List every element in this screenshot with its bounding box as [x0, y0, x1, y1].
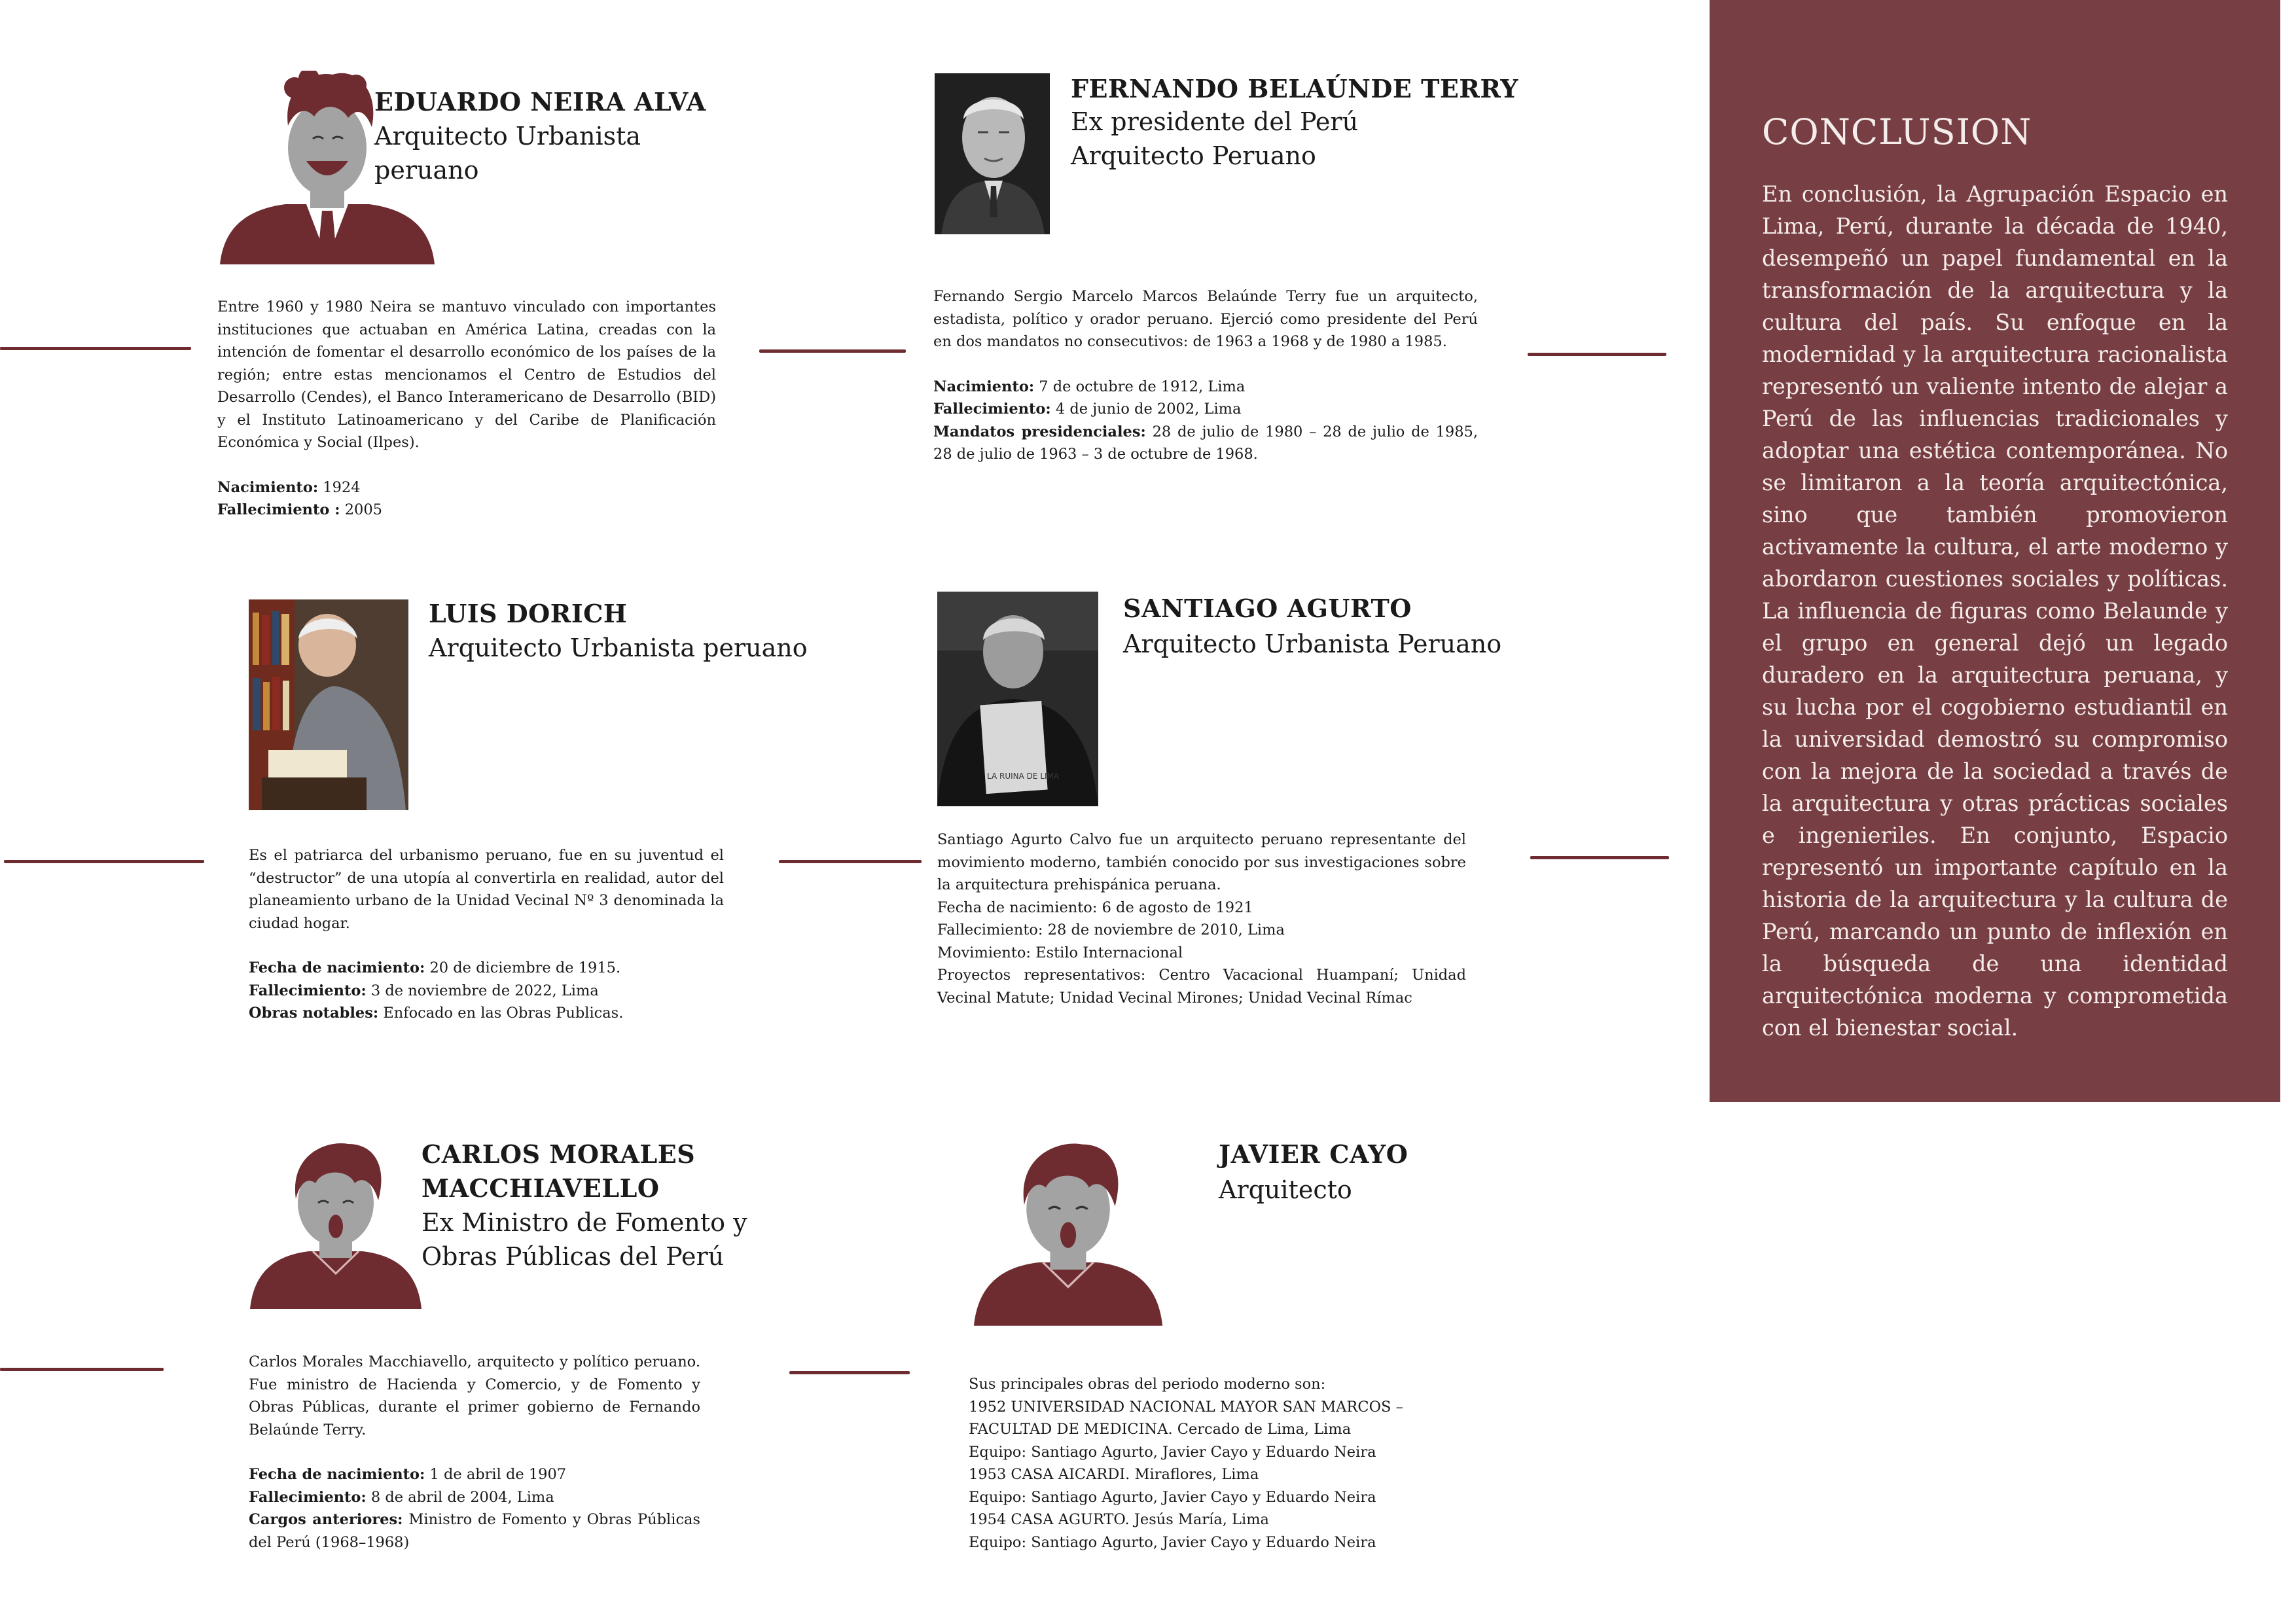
avatar-illustration — [971, 1140, 1165, 1327]
fact-line: Equipo: Santiago Agurto, Javier Cayo y Eduardo Neira — [969, 1533, 1376, 1551]
divider-line — [759, 349, 906, 353]
divider-line — [4, 860, 204, 863]
book-cover-text: LA RUINA DE LIMA — [987, 772, 1060, 781]
bio-paragraph: Fernando Sergio Marcelo Marcos Belaúnde Terry fue un arquitecto, estadista, político y orador peruano. Ejerció como presidente del Perú en dos mandatos no consecutivos: de 1963 a 1968 y de 1980 a 1985. — [933, 288, 1478, 350]
fact-line: Mandatos presidenciales: 28 de julio de 1980 – 28 de julio de 1985, 28 de julio de 1963 – 3 de octubre de 1968. — [933, 423, 1478, 463]
person-role: Ex presidente del Perú — [1071, 107, 1359, 136]
fact-line: Fallecimiento : 2005 — [217, 501, 382, 518]
person-bio — [249, 1351, 700, 1554]
fact-line: Nacimiento: 7 de octubre de 1912, Lima — [933, 378, 1246, 395]
conclusion-title: CONCLUSION — [1762, 111, 2032, 152]
fact-line: Proyectos representativos: Centro Vacacional Huampaní; Unidad Vecinal Matute; Unidad Vecinal Mirones; Unidad Vecinal Rímac — [937, 967, 1466, 1007]
portrait-photo — [935, 73, 1050, 234]
person-name: FERNANDO BELAÚNDE TERRY — [1071, 74, 1518, 103]
fact-line: Fallecimiento: 8 de abril de 2004, Lima — [249, 1488, 554, 1506]
fact-line: Fecha de nacimiento: 1 de abril de 1907 — [249, 1466, 567, 1483]
person-name: JAVIER CAYO — [1219, 1139, 1408, 1169]
person-name: EDUARDO NEIRA ALVA — [374, 87, 706, 116]
person-bio — [249, 844, 724, 1025]
person-bio — [969, 1373, 1420, 1554]
conclusion-text: En conclusión, la Agrupación Espacio en Lima, Perú, durante la década de 1940, desempeñó un papel fundamental en la transformación de la arquitectura y la cultura del país. Su enfoque en la modernidad y la arquitectura racionalista representó un valiente intento de alejar a Perú de las influencias tradicionales y adoptar una estética contemporánea. No se limitaron a la teoría arquitectónica, sino que también promovieron activamente la cultura, el arte moderno y abordaron cuestiones sociales y políticas. La influencia de figuras como Belaunde y el grupo en general dejó un legado duradero en la arquitectura peruana, y su lucha por el cogobierno estudiantil en la universidad demostró su compromiso con la mejora de la sociedad a través de la arquitectura y otras prácticas sociales e ingenieriles. En conjunto, Espacio representó un importante capítulo en la historia de la arquitectura y la cultura de Perú, marcando un punto de inflexión en la búsqueda de una identidad arquitectónica moderna y comprometida con el bienestar social. — [1762, 181, 2228, 1041]
divider-line — [789, 1371, 910, 1374]
fact-line: Cargos anteriores: Ministro de Fomento y Obras Públicas del Perú (1968–1968) — [249, 1511, 701, 1551]
divider-line — [779, 860, 922, 863]
portrait-photo — [249, 599, 408, 810]
person-bio — [217, 296, 716, 522]
fact-line: Fecha de nacimiento: 20 de diciembre de 1915. — [249, 959, 621, 976]
fact-line: Movimiento: Estilo Internacional — [937, 944, 1183, 961]
person-name: CARLOS MORALES — [422, 1139, 696, 1169]
person-bio — [937, 829, 1466, 1009]
fact-line: Fecha de nacimiento: 6 de agosto de 1921 — [937, 899, 1253, 916]
person-name: SANTIAGO AGURTO — [1123, 594, 1412, 623]
bio-paragraph: Entre 1960 y 1980 Neira se mantuvo vinculado con importantes instituciones que actuaban en América Latina, creadas con la intención de fomentar el desarrollo económico de los países de la región; entre estas mencionamos el Centro de Estudios del Desarrollo (Cendes), el Banco Interamericano de Desarrollo (BID) y el Instituto Latinoamericano y del Caribe de Planificación Económica y Social (Ilpes). — [217, 298, 716, 451]
person-role: Arquitecto Urbanista Peruano — [1123, 630, 1502, 658]
divider-line — [1530, 856, 1669, 859]
fact-line: Obras notables: Enfocado en las Obras Publicas. — [249, 1005, 624, 1022]
fact-line: 1954 CASA AGURTO. Jesús María, Lima — [969, 1511, 1269, 1528]
fact-line: Nacimiento: 1924 — [217, 478, 361, 496]
divider-line — [0, 347, 191, 350]
person-role: Ex Ministro de Fomento y — [422, 1208, 747, 1237]
conclusion-panel — [1710, 0, 2280, 1102]
avatar-illustration — [250, 1140, 422, 1310]
person-role: Arquitecto Peruano — [1071, 141, 1316, 170]
person-name: MACCHIAVELLO — [422, 1173, 660, 1203]
person-role: Arquitecto Urbanista — [374, 122, 641, 151]
fact-line: 1953 CASA AICARDI. Miraflores, Lima — [969, 1466, 1259, 1483]
portrait-photo — [937, 592, 1098, 806]
person-bio — [933, 285, 1478, 466]
bio-paragraph: Santiago Agurto Calvo fue un arquitecto peruano representante del movimiento moderno, también conocido por sus investigaciones sobre la arquitectura prehispánica peruana. — [937, 831, 1466, 893]
fact-line: Sus principales obras del periodo moderno son: — [969, 1376, 1326, 1393]
person-role: Obras Públicas del Perú — [422, 1242, 725, 1271]
fact-line: Equipo: Santiago Agurto, Javier Cayo y Eduardo Neira — [969, 1443, 1376, 1461]
fact-line: Fallecimiento: 4 de junio de 2002, Lima — [933, 401, 1242, 418]
person-role: peruano — [374, 156, 479, 185]
fact-line: Fallecimiento: 28 de noviembre de 2010, Lima — [937, 921, 1285, 938]
person-name: LUIS DORICH — [429, 599, 628, 628]
divider-line — [0, 1368, 164, 1371]
bio-paragraph: Es el patriarca del urbanismo peruano, fue en su juventud el “destructor” de una utopía al convertirla en realidad, autor del planeamiento urbano de la Unidad Vecinal Nº 3 denominada la ciudad hogar. — [249, 847, 724, 932]
bio-paragraph: Carlos Morales Macchiavello, arquitecto y político peruano. Fue ministro de Hacienda y Comercio, y de Fomento y Obras Públicas, durante el primer gobierno de Fernando Belaúnde Terry. — [249, 1353, 700, 1438]
person-role: Arquitecto Urbanista peruano — [429, 633, 808, 662]
fact-line: 1952 UNIVERSIDAD NACIONAL MAYOR SAN MARCOS – FACULTAD DE MEDICINA. Cercado de Lima, Lima — [969, 1398, 1403, 1438]
divider-line — [1528, 353, 1666, 356]
person-role: Arquitecto — [1219, 1175, 1352, 1204]
fact-line: Equipo: Santiago Agurto, Javier Cayo y Eduardo Neira — [969, 1488, 1376, 1506]
fact-line: Fallecimiento: 3 de noviembre de 2022, Lima — [249, 982, 599, 999]
